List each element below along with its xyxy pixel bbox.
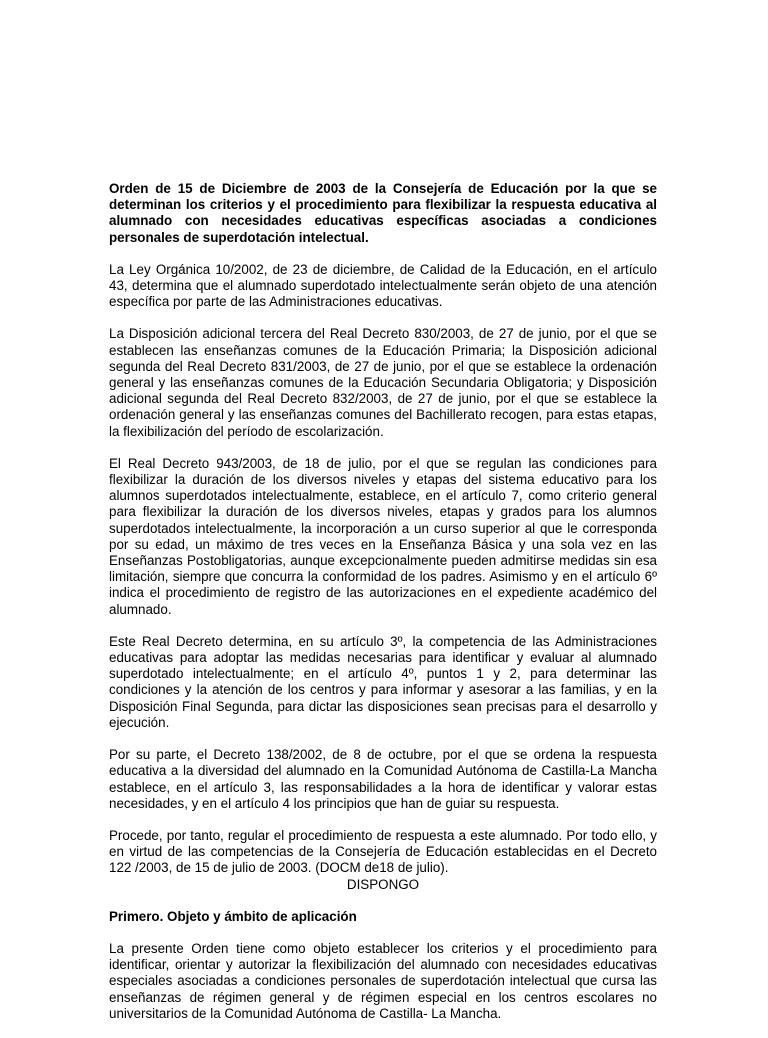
paragraph-procede: Procede, por tanto, regular el procedimiento de respuesta a este alumnado. Por todo ello, y en virtud de las competencias de la Consejería de Educación establecidas en el Decreto 122 /2003, de 15 de julio de 2003. (DOCM de18 de julio). — [109, 827, 657, 876]
document-body — [109, 181, 657, 1038]
paragraph-real-decreto-943: El Real Decreto 943/2003, de 18 de julio, por el que se regulan las condiciones para flexibilizar la duración de los diversos niveles y etapas del sistema educativo para los alumnos superdotados intelectualmente, establece, en el artículo 7, como criterio general para flexibilizar la duración de los diversos niveles, etapas y grados para los alumnos superdotados intelectualmente, la incorporación a un curso superior al que le corresponda por su edad, un máximo de tres veces en la Enseñanza Básica y una sola vez en las Enseñanzas Postobligatorias, aunque excepcionalmente pueden admitirse medidas sin esa limitación, siempre que concurra la conformidad de los padres. Asimismo y en el artículo 6º indica el procedimiento de registro de las autorizaciones en el expediente académico del alumnado. — [109, 455, 657, 617]
paragraph-competencia: Este Real Decreto determina, en su artículo 3º, la competencia de las Administraciones educativas para adoptar las medidas necesarias para identificar y evaluar al alumnado superdotado intelectualmente; en el artículo 4º, puntos 1 y 2, para determinar las condiciones y la atención de los centros y para informar y asesorar a las familias, y en la Disposición Final Segunda, para dictar las disposiciones sean precisas para el desarrollo y ejecución. — [109, 633, 657, 730]
paragraph-decreto-138: Por su parte, el Decreto 138/2002, de 8 de octubre, por el que se ordena la respuesta educativa a la diversidad del alumnado en la Comunidad Autónoma de Castilla-La Mancha establece, en el artículo 3, las responsabilidades a la hora de identificar y valorar estas necesidades, y en el artículo 4 los principios que han de guiar su respuesta. — [109, 747, 657, 811]
document-title: Orden de 15 de Diciembre de 2003 de la Consejería de Educación por la que se determinan los criterios y el procedimiento para flexibilizar la respuesta educativa al alumnado con necesidades educativas específicas asociadas a condiciones personales de superdotación intelectual. — [109, 181, 657, 245]
paragraph-disposicion-adicional: La Disposición adicional tercera del Real Decreto 830/2003, de 27 de junio, por el que se establecen las enseñanzas comunes de la Educación Primaria; la Disposición adicional segunda del Real Decreto 831/2003, de 27 de junio, por el que se establece la ordenación general y las enseñanzas comunes de la Educación Secundaria Obligatoria; y Disposición adicional segunda del Real Decreto 832/2003, de 27 de junio, por el que se establece la ordenación general y las enseñanzas comunes del Bachillerato recogen, para estas etapas, la flexibilización del período de escolarización. — [109, 326, 657, 439]
dispongo-label: DISPONGO — [346, 876, 420, 892]
paragraph-ley-organica: La Ley Orgánica 10/2002, de 23 de diciembre, de Calidad de la Educación, en el artículo 43, determina que el alumnado superdotado intelectualmente serán objeto de una atención específica por parte de las Administraciones educativas. — [109, 261, 657, 310]
section-heading: Primero. Objeto y ámbito de aplicación — [109, 908, 357, 924]
section-paragraph: La presente Orden tiene como objeto establecer los criterios y el procedimiento para identificar, orientar y autorizar la flexibilización del alumnado con necesidades educativas especiales asociadas a condiciones personales de superdotación intelectual que cursa las enseñanzas de régimen general y de régimen especial en los centros escolares no universitarios de la Comunidad Autónoma de Castilla- La Mancha. — [109, 940, 657, 1021]
